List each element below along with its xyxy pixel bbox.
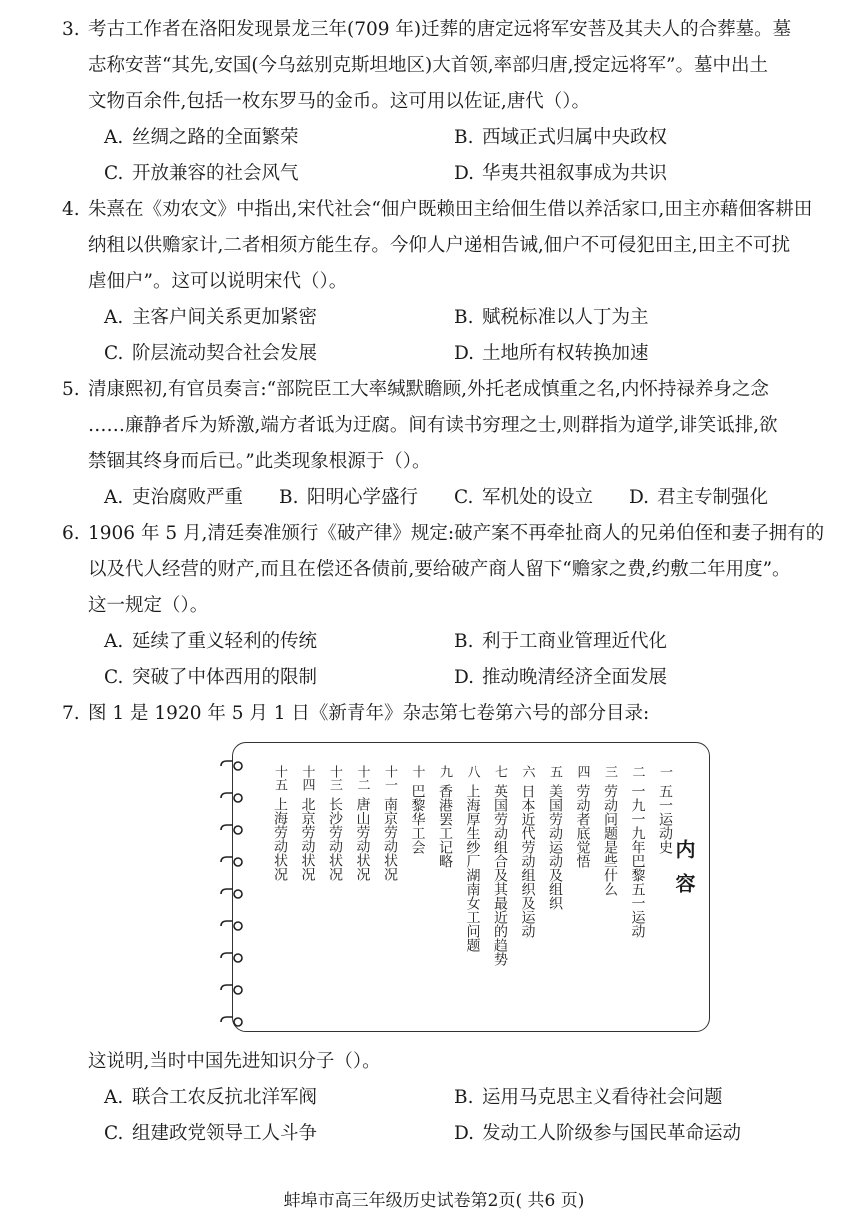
question-stem: [62, 696, 852, 732]
entry-number: 十: [409, 765, 425, 778]
option-letter: B.: [454, 631, 474, 652]
option-text: 土地所有权转换加速: [482, 343, 649, 364]
option-letter: B.: [454, 127, 474, 148]
option-d[interactable]: [454, 336, 854, 372]
option-text: 华夷共祖叙事成为共识: [482, 163, 668, 184]
entry-title: 日本近代劳动组织及运动: [519, 784, 536, 938]
options: [62, 624, 852, 696]
option-a[interactable]: [104, 624, 454, 660]
entry-title: 上海厚生纱厂湖南女工问题: [464, 784, 481, 952]
entry-title: 香港罢工记略: [437, 784, 453, 868]
option-text: 发动工人阶级参与国民革命运动: [482, 1123, 742, 1144]
entry-title: 北京劳动状况: [299, 797, 316, 881]
contents-entry: [326, 765, 348, 881]
question-number: 7.: [62, 703, 80, 724]
contents-entry: [409, 765, 431, 854]
option-letter: A.: [104, 307, 124, 328]
option-text: 赋税标准以人丁为主: [482, 307, 649, 328]
stem-line: 文物百余件,包括一枚东罗马的金币。这可用以佐证,唐代（）。: [88, 91, 591, 112]
stem-line: 以及代人经营的财产,而且在偿还各债前,要给破产商人留下“赡家之费,约敷二年用度”。: [88, 559, 791, 580]
entry-title: 长沙劳动状况: [327, 797, 343, 881]
question-4: [62, 192, 852, 372]
option-letter: D.: [454, 667, 475, 688]
entry-number: 五: [547, 765, 562, 778]
stem-line: 图 1 是 1920 年 5 月 1 日《新青年》杂志第七卷第六号的部分目录:: [88, 703, 650, 724]
contents-heading: 内容: [672, 839, 696, 907]
option-d[interactable]: [629, 480, 849, 516]
option-letter: C.: [104, 163, 124, 184]
entry-number: 三: [602, 765, 617, 778]
option-text: 西域正式归属中央政权: [482, 127, 668, 148]
contents-entry: [271, 765, 293, 881]
option-text: 阳明心学盛行: [307, 487, 419, 508]
question-number: 5.: [62, 379, 80, 400]
option-text: 运用马克思主义看待社会问题: [482, 1087, 723, 1108]
question-stem: [62, 12, 852, 48]
spiral-ring-icon: [219, 759, 245, 773]
entry-number: 四: [574, 765, 590, 778]
options: [62, 480, 852, 516]
spiral-ring-icon: [219, 1015, 245, 1029]
option-b[interactable]: [279, 480, 454, 516]
option-text: 主客户间关系更加紧密: [132, 307, 318, 328]
option-c[interactable]: [104, 336, 454, 372]
option-text: 突破了中体西用的限制: [132, 667, 318, 688]
option-a[interactable]: [104, 300, 454, 336]
option-letter: D.: [454, 163, 475, 184]
entry-title: 巴黎华工会: [409, 784, 426, 854]
entry-number: 十五: [272, 765, 287, 791]
option-d[interactable]: [454, 1116, 854, 1152]
stem-line: 朱熹在《劝农文》中指出,宋代社会“佃户既赖田主给佃生借以养活家口,田主亦藉佃客耕田: [88, 199, 813, 220]
option-c[interactable]: [104, 1116, 454, 1152]
option-letter: A.: [104, 1087, 124, 1108]
option-letter: D.: [629, 487, 650, 508]
question-7-continuation: [62, 1044, 852, 1152]
option-b[interactable]: [454, 300, 854, 336]
spiral-ring-icon: [219, 919, 245, 933]
entry-number: 二: [629, 765, 645, 778]
option-d[interactable]: [454, 660, 854, 696]
option-letter: D.: [454, 1123, 475, 1144]
question-number: 3.: [62, 19, 80, 40]
question-stem: [62, 192, 852, 228]
option-b[interactable]: [454, 624, 854, 660]
option-letter: B.: [279, 487, 299, 508]
option-text: 丝绸之路的全面繁荣: [132, 127, 299, 148]
option-letter: D.: [454, 343, 475, 364]
entry-number: 六: [519, 765, 535, 778]
option-text: 推动晚清经济全面发展: [482, 667, 668, 688]
option-text: 联合工农反抗北洋军阀: [132, 1087, 318, 1108]
entry-title: 劳动者底觉悟: [574, 784, 591, 868]
spiral-ring-icon: [219, 951, 245, 965]
entry-number: 九: [437, 765, 452, 778]
option-text: 延续了重义轻利的传统: [132, 631, 318, 652]
entry-title: 五一运动史: [657, 784, 673, 854]
stem-line: 这一规定（）。: [88, 595, 209, 616]
question-stem: [62, 372, 852, 408]
options: [62, 300, 852, 372]
stem-line: 禁锢其终身而后已。”此类现象根源于（）。: [88, 451, 431, 472]
entry-number: 七: [492, 765, 507, 778]
spiral-ring-icon: [219, 791, 245, 805]
question-3: [62, 12, 852, 192]
spiral-ring-icon: [219, 887, 245, 901]
entry-number: 十二: [354, 765, 370, 791]
stem-line: 这说明,当时中国先进知识分子（）。: [88, 1051, 381, 1072]
contents-entry: [491, 765, 513, 966]
option-letter: C.: [454, 487, 474, 508]
entry-title: 一九一九年巴黎五一运动: [629, 784, 646, 938]
option-letter: C.: [104, 1123, 124, 1144]
option-letter: B.: [454, 307, 474, 328]
question-5: [62, 372, 852, 516]
option-a[interactable]: [104, 480, 279, 516]
entry-number: 十三: [327, 765, 342, 791]
entry-title: 上海劳动状况: [272, 797, 288, 881]
entry-title: 唐山劳动状况: [354, 797, 371, 881]
contents-entry: [381, 765, 403, 881]
option-d[interactable]: [454, 156, 854, 192]
question-stem: [62, 516, 852, 552]
stem-line: 考古工作者在洛阳发现景龙三年(709 年)迁葬的唐定远将军安菩及其夫人的合葬墓。墓: [88, 19, 792, 40]
entry-title: 美国劳动运动及组织: [547, 784, 563, 910]
options: [62, 120, 852, 192]
contents-entry: [519, 765, 541, 938]
contents-entry: [464, 765, 486, 952]
contents-entry: [574, 765, 596, 868]
stem-line: ……廉静者斥为矫激,端方者诋为迂腐。间有读书穷理之士,则群指为道学,诽笑诋排,欲: [88, 415, 778, 436]
option-c[interactable]: [104, 156, 454, 192]
contents-entry: [546, 765, 568, 910]
option-text: 君主专制强化: [657, 487, 769, 508]
question-number: 6.: [62, 523, 80, 544]
page-footer: 蚌埠市高三年级历史试卷第2页( 共6 页): [283, 1191, 585, 1211]
option-letter: A.: [104, 487, 124, 508]
option-letter: B.: [454, 1087, 474, 1108]
option-a[interactable]: [104, 1080, 454, 1116]
entry-number: 十一: [382, 765, 397, 791]
option-text: 吏治腐败严重: [132, 487, 244, 508]
option-text: 利于工商业管理近代化: [482, 631, 668, 652]
stem-line: 纳租以供赡家计,二者相须方能生存。今仰人户递相告诫,佃户不可侵犯田主,田主不可扰: [88, 235, 791, 256]
entry-number: 八: [464, 765, 480, 778]
option-b[interactable]: [454, 120, 854, 156]
entry-number: 十四: [299, 765, 315, 791]
option-c[interactable]: [104, 660, 454, 696]
option-text: 军机处的设立: [482, 487, 594, 508]
contents-entry: [629, 765, 651, 938]
entry-title: 劳动问题是些什么: [602, 784, 618, 896]
stem-line: 志称安菩“其先,安国(今乌兹别克斯坦地区)大首领,率部归唐,授定远将军”。墓中出土: [88, 55, 768, 76]
options: [62, 1080, 852, 1152]
option-a[interactable]: [104, 120, 454, 156]
question-6: [62, 516, 852, 696]
option-letter: A.: [104, 631, 124, 652]
spiral-ring-icon: [219, 823, 245, 837]
contents-figure: [232, 742, 710, 1032]
option-letter: C.: [104, 667, 124, 688]
option-text: 组建政党领导工人斗争: [132, 1123, 318, 1144]
entry-title: 南京劳动状况: [382, 797, 398, 881]
option-text: 阶层流动契合社会发展: [132, 343, 318, 364]
option-b[interactable]: [454, 1080, 854, 1116]
stem-line: 1906 年 5 月,清廷奏准颁行《破产律》规定:破产案不再牵扯商人的兄弟伯侄和妻子拥有的: [88, 523, 825, 544]
option-letter: A.: [104, 127, 124, 148]
stem-line: 虐佃户”。这可以说明宋代（）。: [88, 271, 348, 292]
entry-title: 英国劳动组合及其最近的趋势: [492, 784, 508, 966]
option-letter: C.: [104, 343, 124, 364]
contents-entry: [601, 765, 623, 896]
spiral-ring-icon: [219, 855, 245, 869]
option-c[interactable]: [454, 480, 629, 516]
stem-line: 清康熙初,有官员奏言:“部院臣工大率缄默瞻顾,外托老成慎重之名,内怀持禄养身之念: [88, 379, 769, 400]
question-number: 4.: [62, 199, 80, 220]
entry-number: 一: [657, 765, 672, 778]
contents-entry: [299, 765, 321, 881]
question-7: [62, 696, 852, 732]
spiral-ring-icon: [219, 983, 245, 997]
option-text: 开放兼容的社会风气: [132, 163, 299, 184]
contents-entry: [354, 765, 376, 881]
contents-entry: [436, 765, 458, 868]
